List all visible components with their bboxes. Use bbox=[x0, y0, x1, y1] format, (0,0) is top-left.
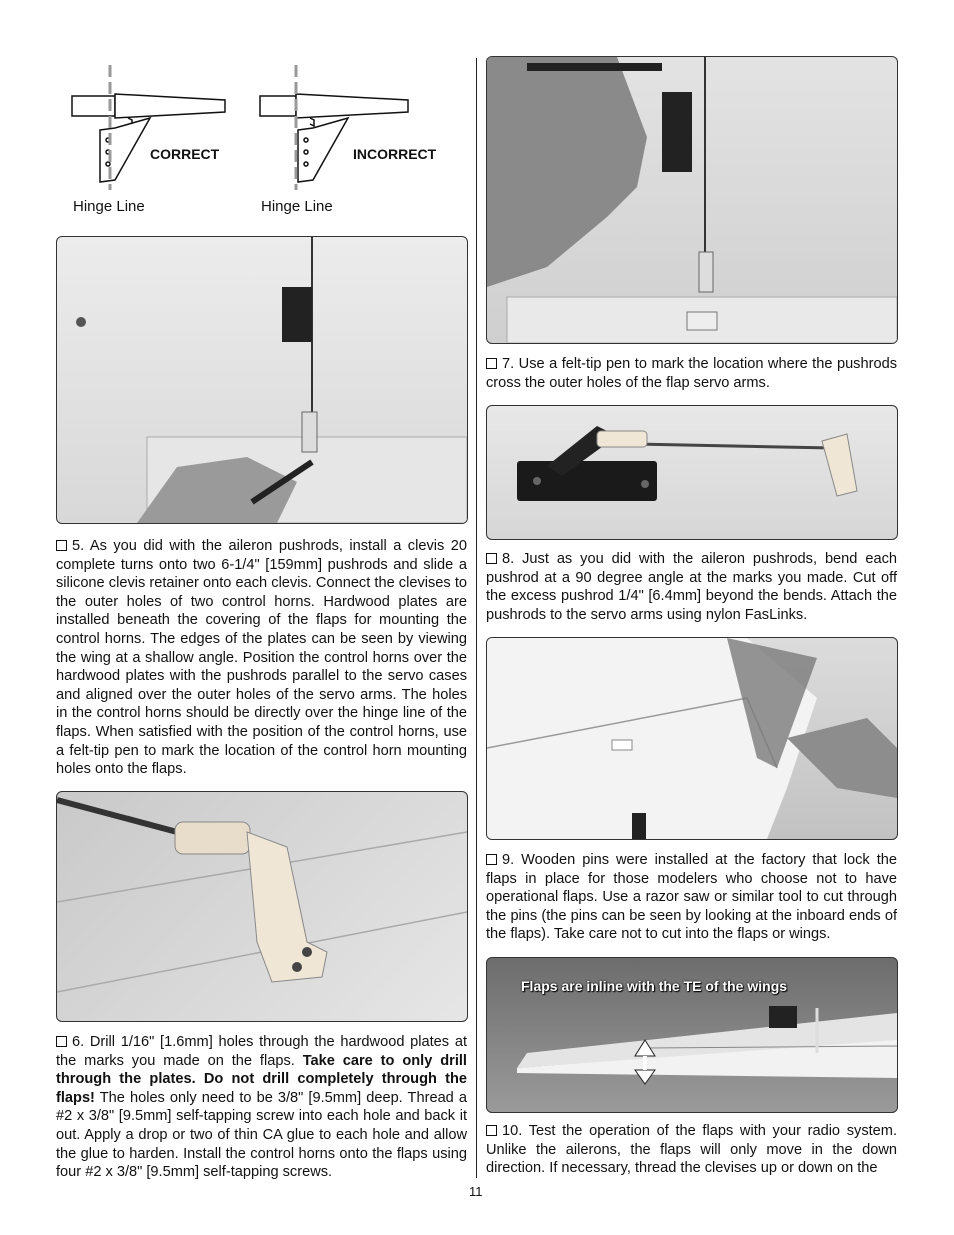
photo-control-horn-closeup bbox=[56, 791, 468, 1022]
checkbox-icon[interactable] bbox=[486, 553, 497, 564]
checkbox-icon[interactable] bbox=[486, 1125, 497, 1136]
checkbox-icon[interactable] bbox=[486, 358, 497, 369]
step-6 bbox=[56, 1033, 467, 1182]
photo-marking-pushrods bbox=[486, 56, 898, 344]
checkbox-icon[interactable] bbox=[486, 854, 497, 865]
photo-caption: Flaps are inline with the TE of the wings bbox=[521, 978, 788, 994]
checkbox-icon[interactable] bbox=[56, 1036, 67, 1047]
correct-diagram bbox=[72, 65, 225, 190]
correct-label: CORRECT bbox=[150, 146, 220, 162]
step-8 bbox=[486, 550, 897, 624]
photo-cutting-pins bbox=[486, 637, 898, 840]
step-10-text: 10. Test the operation of the flaps with your radio system. Unlike the ailerons, the flaps will only move in the down direction. If necessary, thread the clevises up or down on the bbox=[486, 1123, 897, 1177]
step-9 bbox=[486, 851, 897, 944]
step-10 bbox=[486, 1122, 897, 1178]
step-6-warning: Take care to only drill through the plates. Do not drill completely through the flaps! bbox=[56, 1052, 467, 1106]
step-7-text: 7. Use a felt-tip pen to mark the location where the pushrods cross the outer holes of the flap servo arms. bbox=[486, 356, 897, 391]
incorrect-diagram bbox=[260, 65, 408, 190]
step-6-text-b: The holes only need to be 3/8" [9.5mm] deep. Thread a #2 x 3/8" [9.5mm] self-tapping screw into each hole and back it out. Apply a drop or two of thin CA glue to each hole and allow the glue to harden. Install the control horns onto the flaps using four #2 x 3/8" [9.5mm] self-tapping screws. bbox=[56, 1089, 467, 1181]
step-5-text: 5. As you did with the aileron pushrods, install a clevis 20 complete turns onto two 6-1/4" [159mm] pushrods and slide a silicone clevis retainer onto each clevis. Connect the clevises to the outer holes of two control horns. Hardwood plates are installed beneath the covering of the flaps for mounting the control horns. The edges of the plates can be seen by viewing the wing at a shallow angle. Position the control horns over the hardwood plates with the pushrods parallel to the servo cases and aligned over the outer holes of the servo arms. The holes in the control horns should be directly over the hinge line of the flaps. When satisfied with the position of the control horns, use a felt-tip pen to mark the location of the control horn mounting holes onto the flaps. bbox=[56, 538, 467, 778]
photo-servo-pushrod bbox=[486, 405, 898, 540]
step-5 bbox=[56, 537, 467, 779]
page-number: 11 bbox=[469, 1184, 483, 1199]
photo-marking-horn-holes bbox=[56, 236, 468, 524]
photo-flaps-inline bbox=[486, 957, 898, 1113]
step-9-text: 9. Wooden pins were installed at the factory that lock the flaps in place for those modelers who choose not to have operational flaps. Use a razor saw or similar tool to cut through the pins (the pins can be seen by looking at the inboard ends of the flaps). Take care not to cut into the flaps or wings. bbox=[486, 852, 897, 943]
step-8-text: 8. Just as you did with the aileron pushrods, bend each pushrod at a 90 degree angle at the marks you made. Cut off the excess pushrod 1/4" [6.4mm] beyond the bends. Attach the pushrods to the servo arms using nylon FasLinks. bbox=[486, 551, 897, 623]
column-divider bbox=[476, 58, 477, 1178]
incorrect-label: INCORRECT bbox=[353, 146, 437, 162]
checkbox-icon[interactable] bbox=[56, 540, 67, 551]
hinge-line-label-right: Hinge Line bbox=[261, 198, 333, 215]
step-6-text-a: 6. Drill 1/16" [1.6mm] holes through the hardwood plates at the marks you made on the flaps. bbox=[56, 1034, 467, 1069]
hinge-line-label-left: Hinge Line bbox=[73, 198, 145, 215]
step-7 bbox=[486, 355, 897, 392]
